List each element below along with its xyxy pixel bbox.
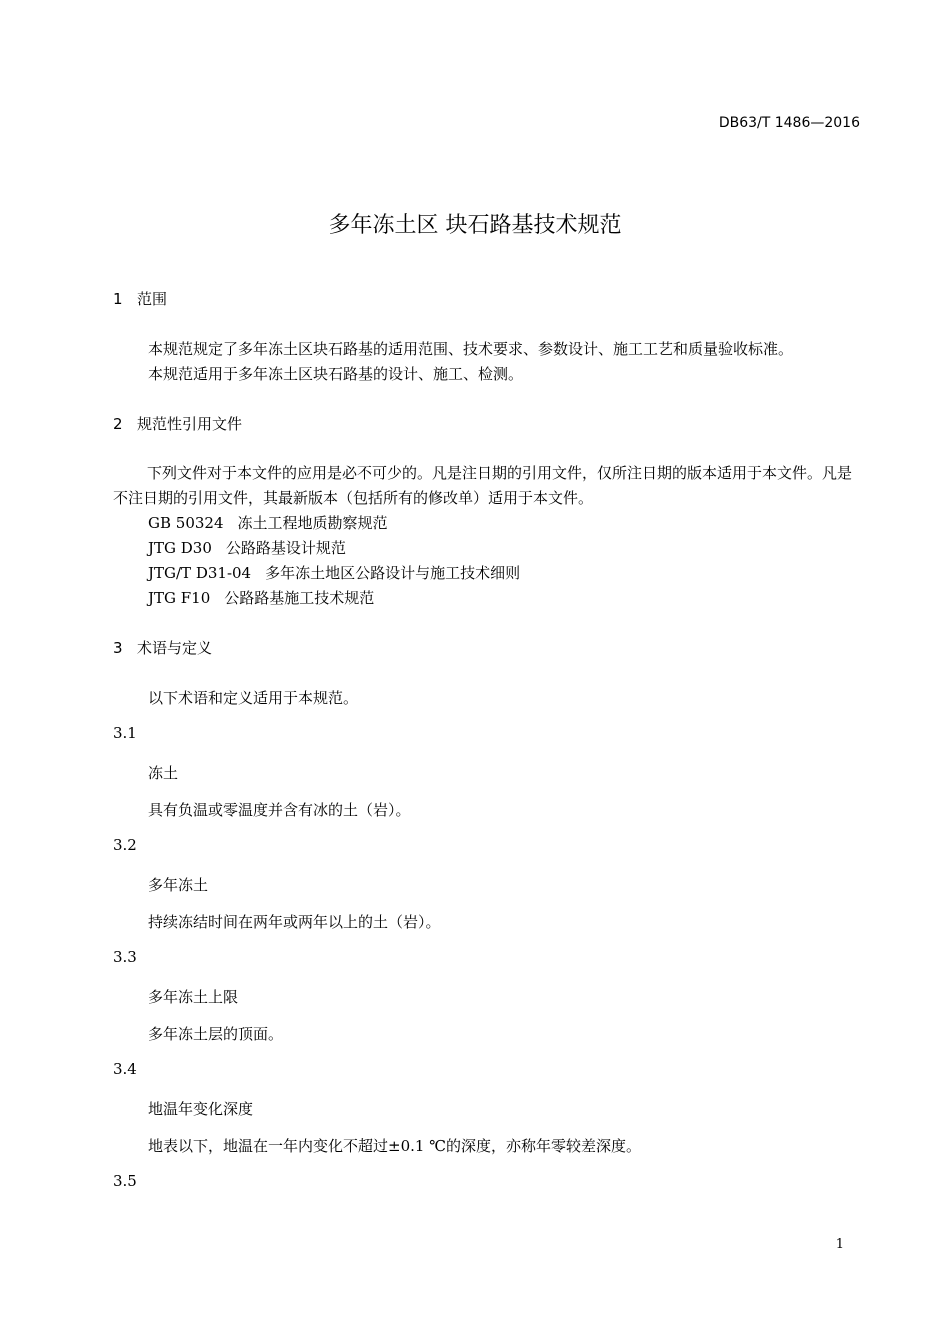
section-3-intro: 以下术语和定义适用于本规范。 <box>148 689 359 707</box>
reference-title: 公路路基施工技术规范 <box>224 589 375 607</box>
term-definition: 具有负温或零温度并含有冰的土（岩）。 <box>148 801 411 819</box>
term-number: 3.3 <box>113 948 137 966</box>
standard-code: DB63/T 1486—2016 <box>718 115 860 131</box>
term-number: 3.4 <box>113 1060 137 1078</box>
section-2-intro-paragraph: 下列文件对于本文件的应用是必不可少的。凡是注日期的引用文件，仅所注日期的版本适用于本文件。凡是不注日期的引用文件，其最新版本（包括所有的修改单）适用于本文件。 <box>113 464 853 507</box>
term-name: 地温年变化深度 <box>148 1100 254 1118</box>
section-2-heading <box>113 413 242 434</box>
term-definition: 持续冻结时间在两年或两年以上的土（岩）。 <box>148 913 441 931</box>
term-number: 3.5 <box>113 1172 137 1190</box>
term-name: 多年冻土上限 <box>148 988 239 1006</box>
term-definition: 地表以下，地温在一年内变化不超过±0.1 ℃的深度，亦称年零较差深度。 <box>148 1137 641 1155</box>
reference-code: GB 50324 <box>148 514 224 532</box>
reference-item <box>148 512 388 533</box>
reference-title: 公路路基设计规范 <box>225 539 346 557</box>
section-number: 1 <box>113 290 123 308</box>
reference-code: JTG F10 <box>148 589 211 607</box>
reference-item <box>148 562 520 583</box>
reference-item <box>148 537 346 558</box>
section-3-heading <box>113 637 212 658</box>
term-number: 3.1 <box>113 724 137 742</box>
section-1-paragraph-1: 本规范规定了多年冻土区块石路基的适用范围、技术要求、参数设计、施工工艺和质量验收标准。 <box>148 340 794 358</box>
term-definition: 多年冻土层的顶面。 <box>148 1025 284 1043</box>
section-1-paragraph-2: 本规范适用于多年冻土区块石路基的设计、施工、检测。 <box>148 365 524 383</box>
section-title: 术语与定义 <box>137 639 213 657</box>
reference-code: JTG D30 <box>148 539 212 557</box>
page-number: 1 <box>835 1237 844 1252</box>
term-name: 冻土 <box>148 764 179 782</box>
reference-title: 冻土工程地质勘察规范 <box>237 514 388 532</box>
document-title: 多年冻土区 块石路基技术规范 <box>328 213 622 238</box>
reference-title: 多年冻土地区公路设计与施工技术细则 <box>265 564 521 582</box>
term-number: 3.2 <box>113 836 137 854</box>
section-number: 3 <box>113 639 123 657</box>
section-number: 2 <box>113 415 123 433</box>
reference-code: JTG/T D31-04 <box>148 564 252 582</box>
section-title: 范围 <box>137 290 168 308</box>
section-1-heading <box>113 288 167 309</box>
section-title: 规范性引用文件 <box>137 415 243 433</box>
reference-item <box>148 587 374 608</box>
term-name: 多年冻土 <box>148 876 209 894</box>
